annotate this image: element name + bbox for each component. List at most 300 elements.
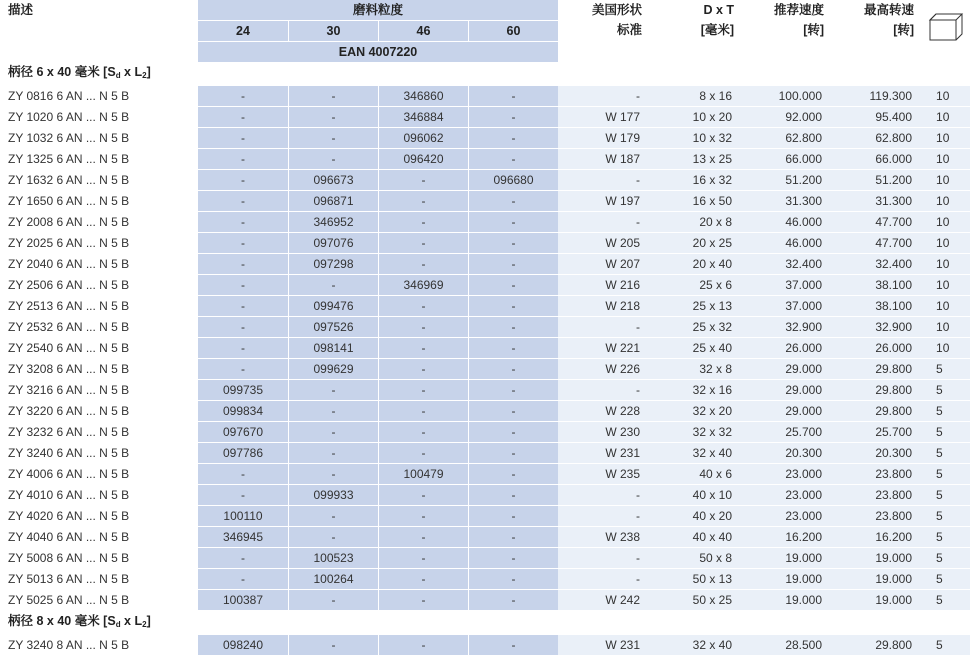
section-title-sub-2: 2 [142,620,147,629]
cell-max-speed: 16.200 [832,527,922,548]
cell-rec-speed: 19.000 [742,569,832,590]
cell-grit-24: - [198,569,288,590]
cell-grit-46: 096062 [378,128,468,149]
table-row [0,254,970,275]
cell-grit-60: 096680 [468,170,558,191]
cell-us-shape: - [558,86,650,107]
cell-grit-30: - [288,380,378,401]
cell-max-speed: 31.300 [832,191,922,212]
cell-dxt: 50 x 13 [650,569,742,590]
cell-desc: ZY 0816 6 AN ... N 5 B [0,86,198,107]
section-title-sub-d: d [115,71,121,80]
cell-rec-speed: 32.400 [742,254,832,275]
cell-grit-46: - [378,569,468,590]
cell-grit-30: - [288,443,378,464]
cell-grit-30: - [288,107,378,128]
cell-grit-24: - [198,254,288,275]
cell-dxt: 40 x 40 [650,527,742,548]
cell-grit-46: 346884 [378,107,468,128]
cell-pack: 5 [922,380,970,401]
cell-grit-24: 098240 [198,635,288,656]
cell-dxt: 16 x 32 [650,170,742,191]
cell-grit-60: - [468,107,558,128]
cell-grit-46: - [378,170,468,191]
cell-grit-24: - [198,485,288,506]
section-title-sub-d: d [115,620,121,629]
cell-dxt: 16 x 50 [650,191,742,212]
cell-rec-speed: 19.000 [742,548,832,569]
table-row [0,380,970,401]
cell-grit-60: - [468,296,558,317]
cell-grit-60: - [468,191,558,212]
cell-grit-24: - [198,317,288,338]
cell-grit-46: - [378,254,468,275]
cell-rec-speed: 62.800 [742,128,832,149]
cell-pack: 5 [922,527,970,548]
cell-grit-24: 100387 [198,590,288,611]
cell-grit-30: 099933 [288,485,378,506]
cell-desc: ZY 2540 6 AN ... N 5 B [0,338,198,359]
cell-pack: 5 [922,443,970,464]
cell-us-shape: W 177 [558,107,650,128]
cell-grit-24: 099735 [198,380,288,401]
cell-grit-24: - [198,464,288,485]
table-row [0,422,970,443]
cell-us-shape: W 205 [558,233,650,254]
cell-pack: 10 [922,275,970,296]
cell-max-speed: 19.000 [832,569,922,590]
cell-desc: ZY 5013 6 AN ... N 5 B [0,569,198,590]
header-dxt [650,0,742,62]
cell-max-speed: 47.700 [832,233,922,254]
cell-grit-46: - [378,212,468,233]
cell-grit-46: - [378,191,468,212]
cell-max-speed: 23.800 [832,464,922,485]
cell-us-shape: W 207 [558,254,650,275]
cell-pack: 10 [922,338,970,359]
cell-grit-60: - [468,212,558,233]
cell-rec-speed: 25.700 [742,422,832,443]
cell-grit-30: 096871 [288,191,378,212]
cell-grit-30: - [288,635,378,656]
cell-grit-30: 099476 [288,296,378,317]
cell-grit-30: - [288,275,378,296]
cell-rec-speed: 29.000 [742,401,832,422]
cell-us-shape: W 242 [558,590,650,611]
cell-grit-30: 100264 [288,569,378,590]
cell-grit-30: 100523 [288,548,378,569]
table-row [0,170,970,191]
section-title-sub-2: 2 [142,71,147,80]
table-row [0,635,970,656]
section-title-prefix: 柄径 8 x 40 毫米 [S [8,614,116,628]
header-us-shape-line2: 标准 [617,23,643,37]
cell-max-speed: 23.800 [832,485,922,506]
cell-us-shape: W 235 [558,464,650,485]
cell-grit-46: - [378,338,468,359]
cell-us-shape: - [558,485,650,506]
cell-rec-speed: 16.200 [742,527,832,548]
cell-grit-60: - [468,527,558,548]
cell-grit-24: - [198,149,288,170]
cell-us-shape: - [558,506,650,527]
cell-grit-60: - [468,128,558,149]
cell-us-shape: - [558,548,650,569]
cell-pack: 10 [922,107,970,128]
cell-us-shape: W 226 [558,359,650,380]
cell-desc: ZY 4040 6 AN ... N 5 B [0,527,198,548]
cell-rec-speed: 66.000 [742,149,832,170]
cell-grit-46: - [378,296,468,317]
header-pack [922,0,970,62]
cell-pack: 5 [922,548,970,569]
cell-grit-30: - [288,590,378,611]
section-title-suffix: ] [146,614,151,628]
cell-grit-60: - [468,443,558,464]
cell-us-shape: - [558,212,650,233]
cell-pack: 10 [922,317,970,338]
cell-rec-speed: 23.000 [742,464,832,485]
cell-max-speed: 23.800 [832,506,922,527]
cell-max-speed: 29.800 [832,635,922,656]
table-row [0,401,970,422]
header-us-shape [558,0,650,62]
cell-us-shape: W 228 [558,401,650,422]
header-grit-46: 46 [378,20,468,41]
cell-grit-30: - [288,128,378,149]
cell-dxt: 25 x 32 [650,317,742,338]
cell-desc: ZY 1325 6 AN ... N 5 B [0,149,198,170]
cell-us-shape: - [558,569,650,590]
header-max-speed [832,0,922,62]
cell-grit-60: - [468,590,558,611]
cell-rec-speed: 51.200 [742,170,832,191]
cell-grit-46: - [378,635,468,656]
cell-dxt: 20 x 25 [650,233,742,254]
cell-us-shape: - [558,170,650,191]
cell-desc: ZY 3216 6 AN ... N 5 B [0,380,198,401]
header-rec-speed [742,0,832,62]
cell-grit-24: 097786 [198,443,288,464]
header-ean: EAN 4007220 [198,41,558,62]
cell-desc: ZY 2040 6 AN ... N 5 B [0,254,198,275]
cell-grit-60: - [468,635,558,656]
cell-grit-46: - [378,590,468,611]
header-rec-speed-line1: 推荐速度 [774,3,825,17]
table-row [0,149,970,170]
cell-grit-46: - [378,359,468,380]
cell-grit-30: - [288,86,378,107]
cell-dxt: 50 x 25 [650,590,742,611]
cell-grit-30: 096673 [288,170,378,191]
cell-pack: 5 [922,401,970,422]
cell-grit-46: - [378,548,468,569]
cell-grit-30: 346952 [288,212,378,233]
cell-dxt: 32 x 40 [650,635,742,656]
cell-grit-30: - [288,422,378,443]
table-row [0,464,970,485]
cell-pack: 10 [922,86,970,107]
table-row [0,590,970,611]
cell-rec-speed: 92.000 [742,107,832,128]
cell-desc: ZY 4020 6 AN ... N 5 B [0,506,198,527]
cell-max-speed: 29.800 [832,401,922,422]
cell-grit-60: - [468,401,558,422]
cell-grit-24: - [198,233,288,254]
cell-rec-speed: 29.000 [742,359,832,380]
cell-max-speed: 66.000 [832,149,922,170]
cell-grit-24: 097670 [198,422,288,443]
cell-dxt: 50 x 8 [650,548,742,569]
cell-grit-60: - [468,275,558,296]
cell-dxt: 40 x 6 [650,464,742,485]
cell-pack: 5 [922,485,970,506]
cell-dxt: 25 x 13 [650,296,742,317]
cell-desc: ZY 3240 8 AN ... N 5 B [0,635,198,656]
cell-desc: ZY 3240 6 AN ... N 5 B [0,443,198,464]
cell-max-speed: 38.100 [832,275,922,296]
cell-max-speed: 20.300 [832,443,922,464]
header-grit-title: 磨料粒度 [198,0,558,20]
cell-pack: 10 [922,149,970,170]
header-dxt-line1: D x T [703,3,735,17]
cell-desc: ZY 4010 6 AN ... N 5 B [0,485,198,506]
cell-pack: 10 [922,212,970,233]
cell-desc: ZY 5025 6 AN ... N 5 B [0,590,198,611]
cell-grit-24: - [198,275,288,296]
cell-grit-60: - [468,233,558,254]
cell-us-shape: W 187 [558,149,650,170]
table-row [0,191,970,212]
cell-rec-speed: 29.000 [742,380,832,401]
cell-grit-46: 346860 [378,86,468,107]
box-icon [927,10,965,44]
cell-rec-speed: 32.900 [742,317,832,338]
cell-dxt: 25 x 40 [650,338,742,359]
cell-rec-speed: 23.000 [742,506,832,527]
cell-pack: 5 [922,464,970,485]
cell-dxt: 25 x 6 [650,275,742,296]
cell-rec-speed: 37.000 [742,296,832,317]
cell-grit-60: - [468,485,558,506]
table-row [0,128,970,149]
cell-us-shape: W 231 [558,635,650,656]
cell-max-speed: 19.000 [832,590,922,611]
cell-desc: ZY 2532 6 AN ... N 5 B [0,317,198,338]
cell-max-speed: 38.100 [832,296,922,317]
cell-grit-46: - [378,317,468,338]
header-grit-24: 24 [198,20,288,41]
cell-grit-60: - [468,338,558,359]
cell-desc: ZY 2506 6 AN ... N 5 B [0,275,198,296]
cell-pack: 10 [922,254,970,275]
cell-desc: ZY 1632 6 AN ... N 5 B [0,170,198,191]
cell-max-speed: 19.000 [832,548,922,569]
cell-rec-speed: 19.000 [742,590,832,611]
table-row [0,443,970,464]
cell-dxt: 20 x 40 [650,254,742,275]
cell-grit-24: - [198,359,288,380]
cell-grit-24: - [198,212,288,233]
cell-grit-46: - [378,422,468,443]
cell-max-speed: 32.400 [832,254,922,275]
cell-max-speed: 51.200 [832,170,922,191]
cell-max-speed: 62.800 [832,128,922,149]
cell-desc: ZY 5008 6 AN ... N 5 B [0,548,198,569]
cell-desc: ZY 3208 6 AN ... N 5 B [0,359,198,380]
cell-dxt: 13 x 25 [650,149,742,170]
table-row [0,317,970,338]
cell-us-shape: W 197 [558,191,650,212]
table-row [0,212,970,233]
cell-pack: 10 [922,128,970,149]
cell-grit-30: - [288,401,378,422]
cell-rec-speed: 20.300 [742,443,832,464]
cell-max-speed: 26.000 [832,338,922,359]
cell-grit-60: - [468,86,558,107]
cell-us-shape: - [558,380,650,401]
cell-grit-30: 099629 [288,359,378,380]
table-row [0,548,970,569]
cell-pack: 5 [922,590,970,611]
section-title [0,62,970,86]
table-row [0,296,970,317]
cell-dxt: 40 x 20 [650,506,742,527]
cell-grit-46: 346969 [378,275,468,296]
cell-desc: ZY 4006 6 AN ... N 5 B [0,464,198,485]
cell-us-shape: W 216 [558,275,650,296]
cell-grit-30: - [288,149,378,170]
cell-rec-speed: 100.000 [742,86,832,107]
cell-us-shape: W 231 [558,443,650,464]
cell-grit-24: - [198,338,288,359]
table-row [0,86,970,107]
cell-grit-24: - [198,128,288,149]
cell-us-shape: W 221 [558,338,650,359]
cell-dxt: 32 x 40 [650,443,742,464]
cell-desc: ZY 3220 6 AN ... N 5 B [0,401,198,422]
cell-grit-46: - [378,527,468,548]
header-us-shape-line1: 美国形状 [592,3,643,17]
cell-max-speed: 119.300 [832,86,922,107]
cell-dxt: 10 x 32 [650,128,742,149]
cell-grit-30: - [288,527,378,548]
cell-desc: ZY 1020 6 AN ... N 5 B [0,107,198,128]
cell-us-shape: W 230 [558,422,650,443]
cell-grit-46: - [378,485,468,506]
table-row [0,485,970,506]
section-title-mid: x L [120,614,143,628]
cell-pack: 5 [922,422,970,443]
cell-grit-30: 097298 [288,254,378,275]
cell-desc: ZY 2008 6 AN ... N 5 B [0,212,198,233]
cell-max-speed: 29.800 [832,380,922,401]
cell-grit-46: - [378,401,468,422]
cell-dxt: 10 x 20 [650,107,742,128]
table-row [0,233,970,254]
cell-grit-60: - [468,317,558,338]
section-title-prefix: 柄径 6 x 40 毫米 [S [8,65,116,79]
cell-grit-60: - [468,506,558,527]
cell-rec-speed: 23.000 [742,485,832,506]
cell-max-speed: 95.400 [832,107,922,128]
cell-dxt: 32 x 8 [650,359,742,380]
cell-desc: ZY 2513 6 AN ... N 5 B [0,296,198,317]
cell-max-speed: 32.900 [832,317,922,338]
cell-pack: 5 [922,635,970,656]
cell-us-shape: W 218 [558,296,650,317]
cell-pack: 5 [922,569,970,590]
header-desc: 描述 [8,3,34,17]
cell-grit-30: 098141 [288,338,378,359]
cell-dxt: 40 x 10 [650,485,742,506]
cell-pack: 10 [922,191,970,212]
cell-dxt: 32 x 20 [650,401,742,422]
cell-grit-30: 097076 [288,233,378,254]
cell-rec-speed: 46.000 [742,233,832,254]
cell-grit-30: 097526 [288,317,378,338]
cell-grit-60: - [468,149,558,170]
cell-rec-speed: 26.000 [742,338,832,359]
section-header-row [0,611,970,635]
cell-grit-24: - [198,170,288,191]
table-row [0,569,970,590]
cell-grit-24: - [198,107,288,128]
cell-rec-speed: 28.500 [742,635,832,656]
cell-grit-30: - [288,506,378,527]
cell-us-shape: - [558,317,650,338]
cell-us-shape: W 238 [558,527,650,548]
cell-desc: ZY 3232 6 AN ... N 5 B [0,422,198,443]
table-body [0,62,970,656]
cell-grit-24: - [198,296,288,317]
cell-grit-24: 346945 [198,527,288,548]
section-title [0,611,970,635]
cell-grit-46: - [378,380,468,401]
cell-grit-24: - [198,548,288,569]
table-row [0,506,970,527]
table-row [0,275,970,296]
cell-grit-60: - [468,569,558,590]
cell-pack: 5 [922,359,970,380]
cell-desc: ZY 1650 6 AN ... N 5 B [0,191,198,212]
table-row [0,338,970,359]
cell-grit-60: - [468,548,558,569]
cell-grit-46: - [378,506,468,527]
cell-desc: ZY 1032 6 AN ... N 5 B [0,128,198,149]
cell-grit-46: 100479 [378,464,468,485]
cell-grit-46: - [378,443,468,464]
cell-grit-24: - [198,191,288,212]
cell-rec-speed: 46.000 [742,212,832,233]
header-dxt-line2: [毫米] [700,23,735,37]
cell-grit-60: - [468,254,558,275]
cell-max-speed: 47.700 [832,212,922,233]
cell-max-speed: 29.800 [832,359,922,380]
section-title-suffix: ] [146,65,151,79]
cell-dxt: 20 x 8 [650,212,742,233]
cell-grit-30: - [288,464,378,485]
cell-grit-46: 096420 [378,149,468,170]
cell-grit-60: - [468,422,558,443]
cell-pack: 10 [922,296,970,317]
cell-grit-24: 100110 [198,506,288,527]
cell-rec-speed: 31.300 [742,191,832,212]
cell-desc: ZY 2025 6 AN ... N 5 B [0,233,198,254]
cell-dxt: 32 x 32 [650,422,742,443]
table-row [0,107,970,128]
cell-max-speed: 25.700 [832,422,922,443]
